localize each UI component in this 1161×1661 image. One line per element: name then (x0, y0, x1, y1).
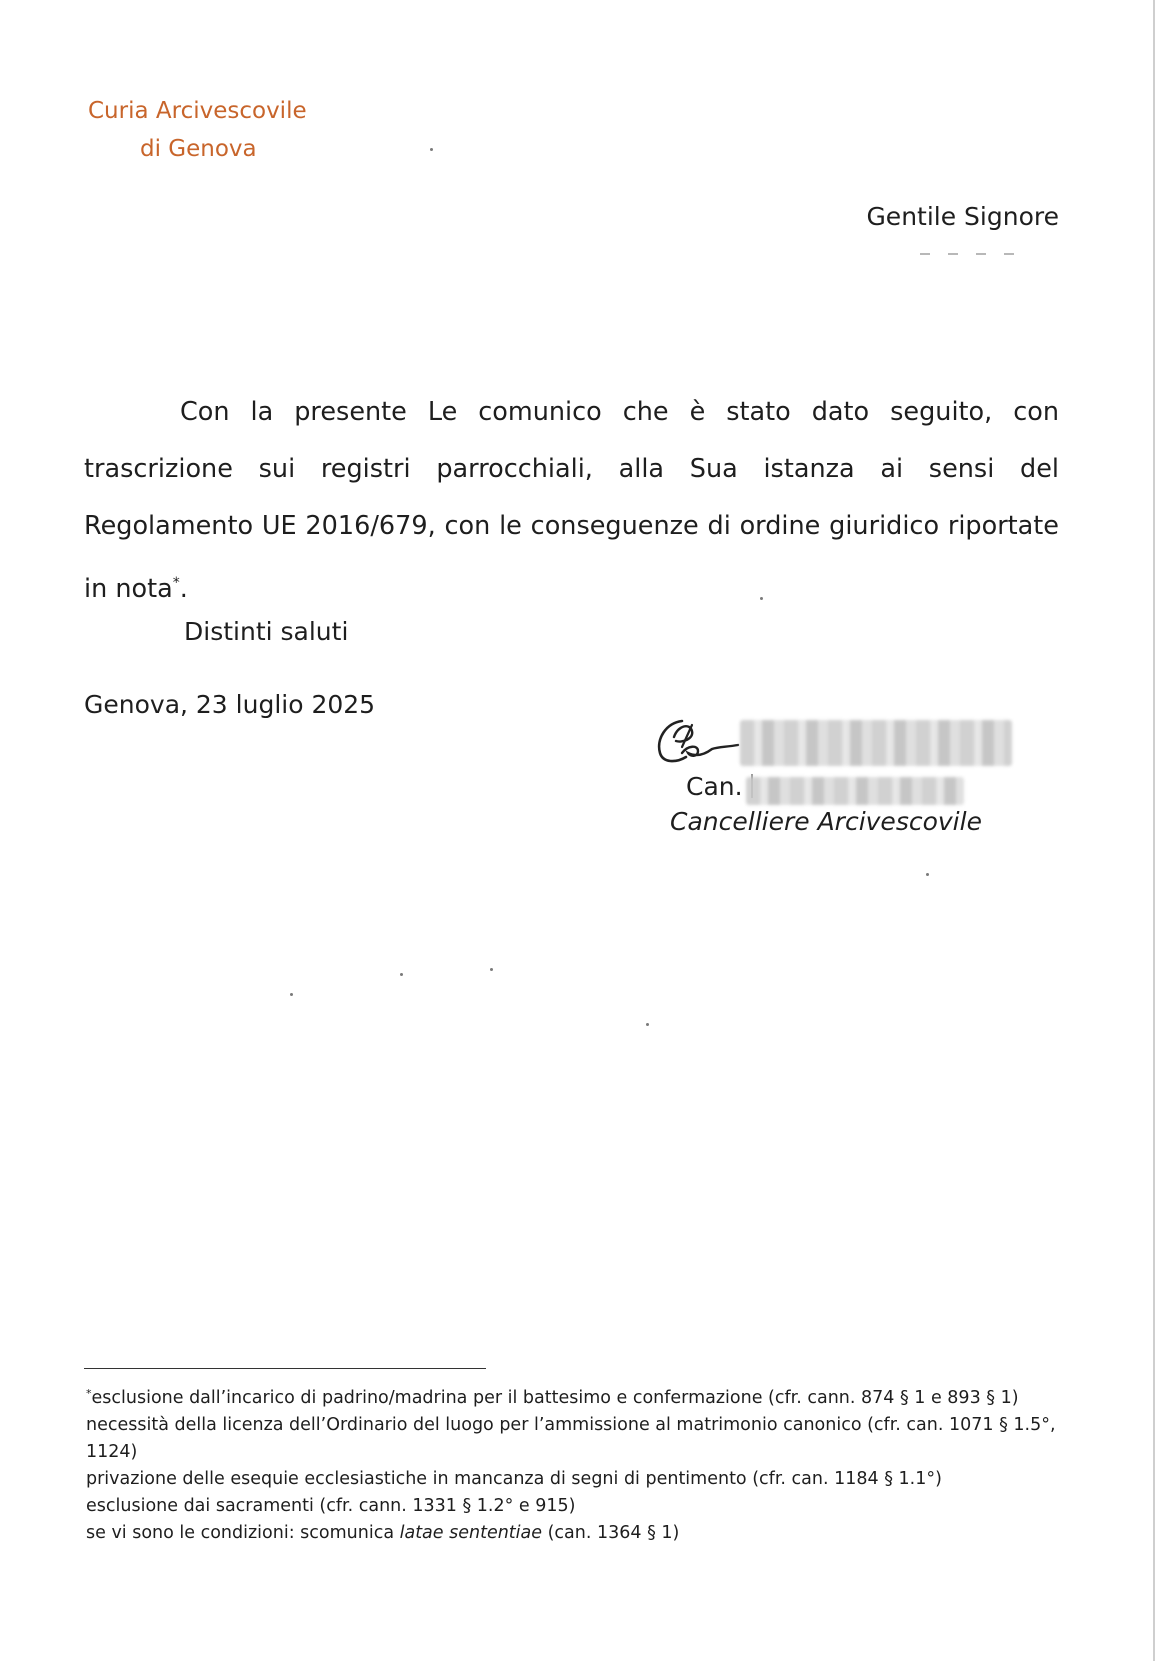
scan-speck (760, 597, 763, 600)
letterhead-line-2: di Genova (140, 136, 257, 162)
place-date: Genova, 23 luglio 2025 (84, 690, 376, 719)
note-marker: * (172, 575, 180, 591)
body-end: . (179, 574, 188, 604)
recipient-salutation: Gentile Signore (866, 202, 1059, 231)
footnote-3: privazione delle esequie ecclesiastiche in mancanza di segni di pentimento (cfr. can. 1184 § 1.1°) (86, 1469, 942, 1489)
signatory-title (686, 772, 753, 801)
letterhead-line-1: Curia Arcivescovile (88, 98, 307, 124)
handwritten-signature (652, 713, 740, 769)
scan-speck (490, 968, 493, 971)
body-text: Con la presente Le comunico che è stato dato seguito, con trascrizione sui registri parrocchiali, alla Sua istanza ai sensi del Regolamento UE 2016/679, con le conseguenze di ordine giuridico riportate in nota (84, 397, 1059, 604)
closing-greeting: Distinti saluti (184, 617, 349, 646)
footnote-marker: * (86, 1387, 92, 1400)
redacted-recipient-name (920, 240, 1040, 245)
footnote-5: se vi sono le condizioni: scomunica latae sententiae (can. 1364 § 1) (86, 1523, 680, 1543)
letterhead (88, 92, 307, 168)
footnote-rule (84, 1368, 486, 1369)
footnote-2: necessità della licenza dell’Ordinario del luogo per l’ammissione al matrimonio canonico (cfr. can. 1071 § 1.5°, 1124) (86, 1415, 1056, 1462)
scan-edge (1153, 0, 1155, 1661)
redacted-signature-name (740, 720, 1012, 766)
scan-speck (290, 993, 293, 996)
scan-speck (926, 873, 929, 876)
scan-speck (646, 1023, 649, 1026)
signatory-role: Cancelliere Arcivescovile (670, 807, 982, 836)
body-paragraph (84, 384, 1059, 618)
redacted-signatory-name (746, 777, 964, 805)
signatory-prefix: Can. (686, 772, 743, 801)
footnote-1: *esclusione dall’incarico di padrino/madrina per il battesimo e confermazione (cfr. cann. 874 § 1 e 893 § 1) (86, 1387, 1019, 1408)
footnotes (86, 1380, 1066, 1547)
scan-speck (430, 148, 433, 151)
scan-speck (400, 973, 403, 976)
footnote-4: esclusione dai sacramenti (cfr. cann. 1331 § 1.2° e 915) (86, 1496, 576, 1516)
